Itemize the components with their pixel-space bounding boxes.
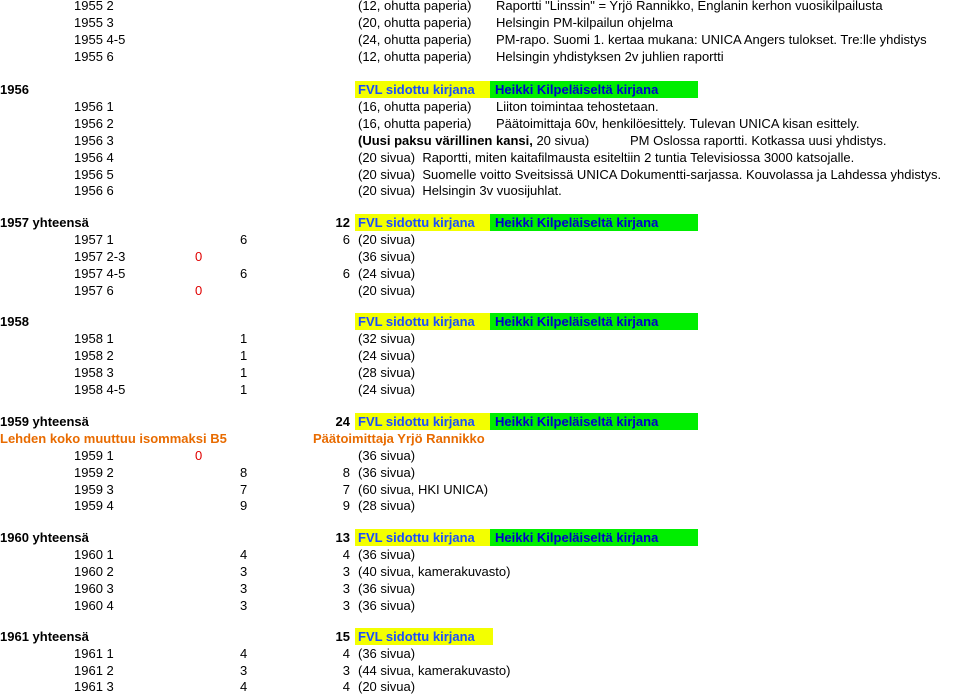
issue-note: Liiton toimintaa tehostetaan. — [496, 99, 659, 114]
year-label: 1959 yhteensä — [0, 414, 89, 429]
issue-count: 6 — [342, 266, 350, 281]
issue-code: 1955 4-5 — [74, 32, 126, 47]
issue-count: 3 — [342, 581, 350, 596]
table-row — [0, 662, 960, 679]
editor-note: Päätoimittaja Yrjö Rannikko — [313, 431, 485, 446]
issue-desc: (28 sivua) — [358, 498, 416, 513]
heikki-badge: Heikki Kilpeläiseltä kirjana — [490, 214, 698, 231]
issue-pages: (20 sivua) — [358, 167, 416, 182]
fvl-badge: FVL sidottu kirjana — [355, 313, 493, 330]
issue-code: 1959 4 — [74, 498, 114, 513]
issue-code: 1959 1 — [74, 448, 114, 463]
issue-note: Helsingin 3v vuosijuhlat. — [422, 183, 562, 198]
fvl-badge: FVL sidottu kirjana — [355, 214, 493, 231]
heikki-badge: Heikki Kilpeläiseltä kirjana — [490, 413, 698, 430]
year-label: 1957 yhteensä — [0, 215, 89, 230]
issue-number: 4 — [240, 547, 248, 562]
table-row — [0, 347, 960, 364]
year-header — [0, 529, 960, 546]
table-row — [0, 364, 960, 381]
issue-desc: (32 sivua) — [358, 331, 416, 346]
issue-note: Helsingin PM-kilpailun ohjelma — [496, 15, 674, 30]
issue-desc: (12, ohutta paperia) — [358, 49, 472, 64]
table-row — [0, 464, 960, 481]
issue-code: 1961 3 — [74, 679, 114, 694]
table-row — [0, 497, 960, 514]
table-row — [0, 115, 960, 132]
issue-pages: (20 sivua) — [358, 183, 416, 198]
table-row — [0, 678, 960, 695]
year-header — [0, 413, 960, 430]
issue-desc — [358, 182, 562, 199]
issue-count: 3 — [342, 598, 350, 613]
issue-number: 8 — [240, 465, 248, 480]
issue-desc: (36 sivua) — [358, 581, 416, 596]
issue-number: 6 — [240, 266, 248, 281]
issue-desc: (12, ohutta paperia) — [358, 0, 472, 13]
issue-desc: (36 sivua) — [358, 598, 416, 613]
issue-desc: (20 sivua) — [358, 283, 416, 298]
table-row — [0, 149, 960, 166]
issue-code: 1956 5 — [74, 167, 114, 182]
fvl-badge: FVL sidottu kirjana — [355, 628, 493, 645]
table-row — [0, 580, 960, 597]
zero-value: 0 — [195, 283, 203, 298]
issue-code: 1959 3 — [74, 482, 114, 497]
table-row — [0, 248, 960, 265]
issue-count: 7 — [342, 482, 350, 497]
issue-code: 1958 4-5 — [74, 382, 126, 397]
issue-count: 3 — [342, 663, 350, 678]
size-change-note: Lehden koko muuttuu isommaksi B5 — [0, 431, 227, 446]
issue-code: 1958 3 — [74, 365, 114, 380]
issue-code: 1957 2-3 — [74, 249, 126, 264]
table-row — [0, 645, 960, 662]
heikki-badge: Heikki Kilpeläiseltä kirjana — [490, 313, 698, 330]
issue-desc-rest: 20 sivua) — [532, 133, 590, 148]
issue-desc: (40 sivua, kamerakuvasto) — [358, 564, 511, 579]
heikki-badge: Heikki Kilpeläiseltä kirjana — [490, 529, 698, 546]
issue-number: 3 — [240, 663, 248, 678]
issue-desc: (36 sivua) — [358, 448, 416, 463]
issue-code: 1955 6 — [74, 49, 114, 64]
issue-count: 6 — [342, 232, 350, 247]
issue-code: 1958 1 — [74, 331, 114, 346]
issue-desc: (36 sivua) — [358, 465, 416, 480]
issue-desc: (24 sivua) — [358, 382, 416, 397]
table-row — [0, 597, 960, 614]
table-row — [0, 546, 960, 563]
issue-code: 1959 2 — [74, 465, 114, 480]
table-row — [0, 282, 960, 299]
issue-desc — [358, 132, 589, 149]
issue-code: 1958 2 — [74, 348, 114, 363]
table-row — [0, 265, 960, 282]
issue-code: 1955 2 — [74, 0, 114, 13]
issue-desc: (20 sivua) — [358, 232, 416, 247]
issue-code: 1960 2 — [74, 564, 114, 579]
issue-desc — [358, 149, 854, 166]
issue-code: 1957 1 — [74, 232, 114, 247]
issue-desc: (44 sivua, kamerakuvasto) — [358, 663, 511, 678]
fvl-badge: FVL sidottu kirjana — [355, 81, 493, 98]
issue-desc: (36 sivua) — [358, 547, 416, 562]
issue-desc: (16, ohutta paperia) — [358, 116, 472, 131]
issue-count: 8 — [342, 465, 350, 480]
issue-desc: (60 sivua, HKI UNICA) — [358, 482, 489, 497]
year-header — [0, 81, 960, 98]
table-row — [0, 481, 960, 498]
issue-note: Päätoimittaja 60v, henkilöesittely. Tulevan UNICA kisan esittely. — [496, 116, 860, 131]
table-row — [0, 48, 960, 65]
zero-value: 0 — [195, 249, 203, 264]
issue-note: Raportti, miten kaitafilmausta esiteltiin 2 tuntia Televisiossa 3000 katsojalle. — [422, 150, 855, 165]
year-header — [0, 628, 960, 645]
table-row — [0, 563, 960, 580]
year-label: 1961 yhteensä — [0, 629, 89, 644]
issue-count: 4 — [342, 646, 350, 661]
issue-code: 1957 6 — [74, 283, 114, 298]
issue-desc: (28 sivua) — [358, 365, 416, 380]
year-count: 24 — [335, 414, 350, 429]
issue-code: 1960 3 — [74, 581, 114, 596]
issue-number: 4 — [240, 646, 248, 661]
year-label: 1960 yhteensä — [0, 530, 89, 545]
table-row — [0, 447, 960, 464]
issue-count: 4 — [342, 547, 350, 562]
issue-code: 1955 3 — [74, 15, 114, 30]
issue-note: Suomelle voitto Sveitsissä UNICA Dokumentti-sarjassa. Kouvolassa ja Lahdessa yhdistys. — [422, 167, 942, 182]
issue-note: PM Oslossa raportti. Kotkassa uusi yhdistys. — [630, 133, 887, 148]
issue-note: Raportti "Linssin" = Yrjö Rannikko, Englanin kerhon vuosikilpailusta — [496, 0, 883, 13]
issue-desc — [358, 166, 941, 183]
issue-code: 1956 2 — [74, 116, 114, 131]
table-row — [0, 330, 960, 347]
issue-desc: (36 sivua) — [358, 646, 416, 661]
year-count: 13 — [335, 530, 350, 545]
issue-note: Helsingin yhdistyksen 2v juhlien raportti — [496, 49, 724, 64]
zero-value: 0 — [195, 448, 203, 463]
issue-number: 1 — [240, 331, 248, 346]
issue-count: 4 — [342, 679, 350, 694]
issue-count: 3 — [342, 564, 350, 579]
issue-number: 4 — [240, 679, 248, 694]
issue-number: 1 — [240, 365, 248, 380]
issue-note: PM-rapo. Suomi 1. kertaa mukana: UNICA Angers tulokset. Tre:lle yhdistys — [496, 32, 927, 47]
note-row — [0, 430, 960, 447]
issue-number: 6 — [240, 232, 248, 247]
issue-number: 3 — [240, 581, 248, 596]
table-row — [0, 31, 960, 48]
issue-desc-bold: (Uusi paksu värillinen kansi, — [358, 133, 533, 148]
year-count: 15 — [335, 629, 350, 644]
year-header — [0, 214, 960, 231]
issue-code: 1956 3 — [74, 133, 114, 148]
issue-desc: (20 sivua) — [358, 679, 416, 694]
table-row — [0, 231, 960, 248]
issue-code: 1956 1 — [74, 99, 114, 114]
year-count: 12 — [335, 215, 350, 230]
issue-number: 3 — [240, 598, 248, 613]
issue-desc: (20, ohutta paperia) — [358, 15, 472, 30]
year-label: 1958 — [0, 314, 29, 329]
issue-code: 1956 6 — [74, 183, 114, 198]
issue-desc: (24 sivua) — [358, 348, 416, 363]
fvl-badge: FVL sidottu kirjana — [355, 413, 493, 430]
issue-number: 3 — [240, 564, 248, 579]
table-row — [0, 182, 960, 199]
year-label: 1956 — [0, 82, 29, 97]
issue-code: 1960 4 — [74, 598, 114, 613]
table-row — [0, 132, 960, 149]
issue-code: 1957 4-5 — [74, 266, 126, 281]
issue-number: 1 — [240, 348, 248, 363]
table-row — [0, 14, 960, 31]
table-row — [0, 98, 960, 115]
issue-desc: (36 sivua) — [358, 249, 416, 264]
fvl-badge: FVL sidottu kirjana — [355, 529, 493, 546]
issue-count: 9 — [342, 498, 350, 513]
issue-number: 1 — [240, 382, 248, 397]
issue-pages: (20 sivua) — [358, 150, 416, 165]
table-row — [0, 381, 960, 398]
table-row — [0, 0, 960, 14]
issue-desc: (16, ohutta paperia) — [358, 99, 472, 114]
table-row — [0, 166, 960, 183]
issue-code: 1956 4 — [74, 150, 114, 165]
issue-desc: (24, ohutta paperia) — [358, 32, 472, 47]
issue-number: 9 — [240, 498, 248, 513]
issue-desc: (24 sivua) — [358, 266, 416, 281]
issue-code: 1961 1 — [74, 646, 114, 661]
heikki-badge: Heikki Kilpeläiseltä kirjana — [490, 81, 698, 98]
issue-code: 1960 1 — [74, 547, 114, 562]
issue-code: 1961 2 — [74, 663, 114, 678]
year-header — [0, 313, 960, 330]
issue-number: 7 — [240, 482, 248, 497]
